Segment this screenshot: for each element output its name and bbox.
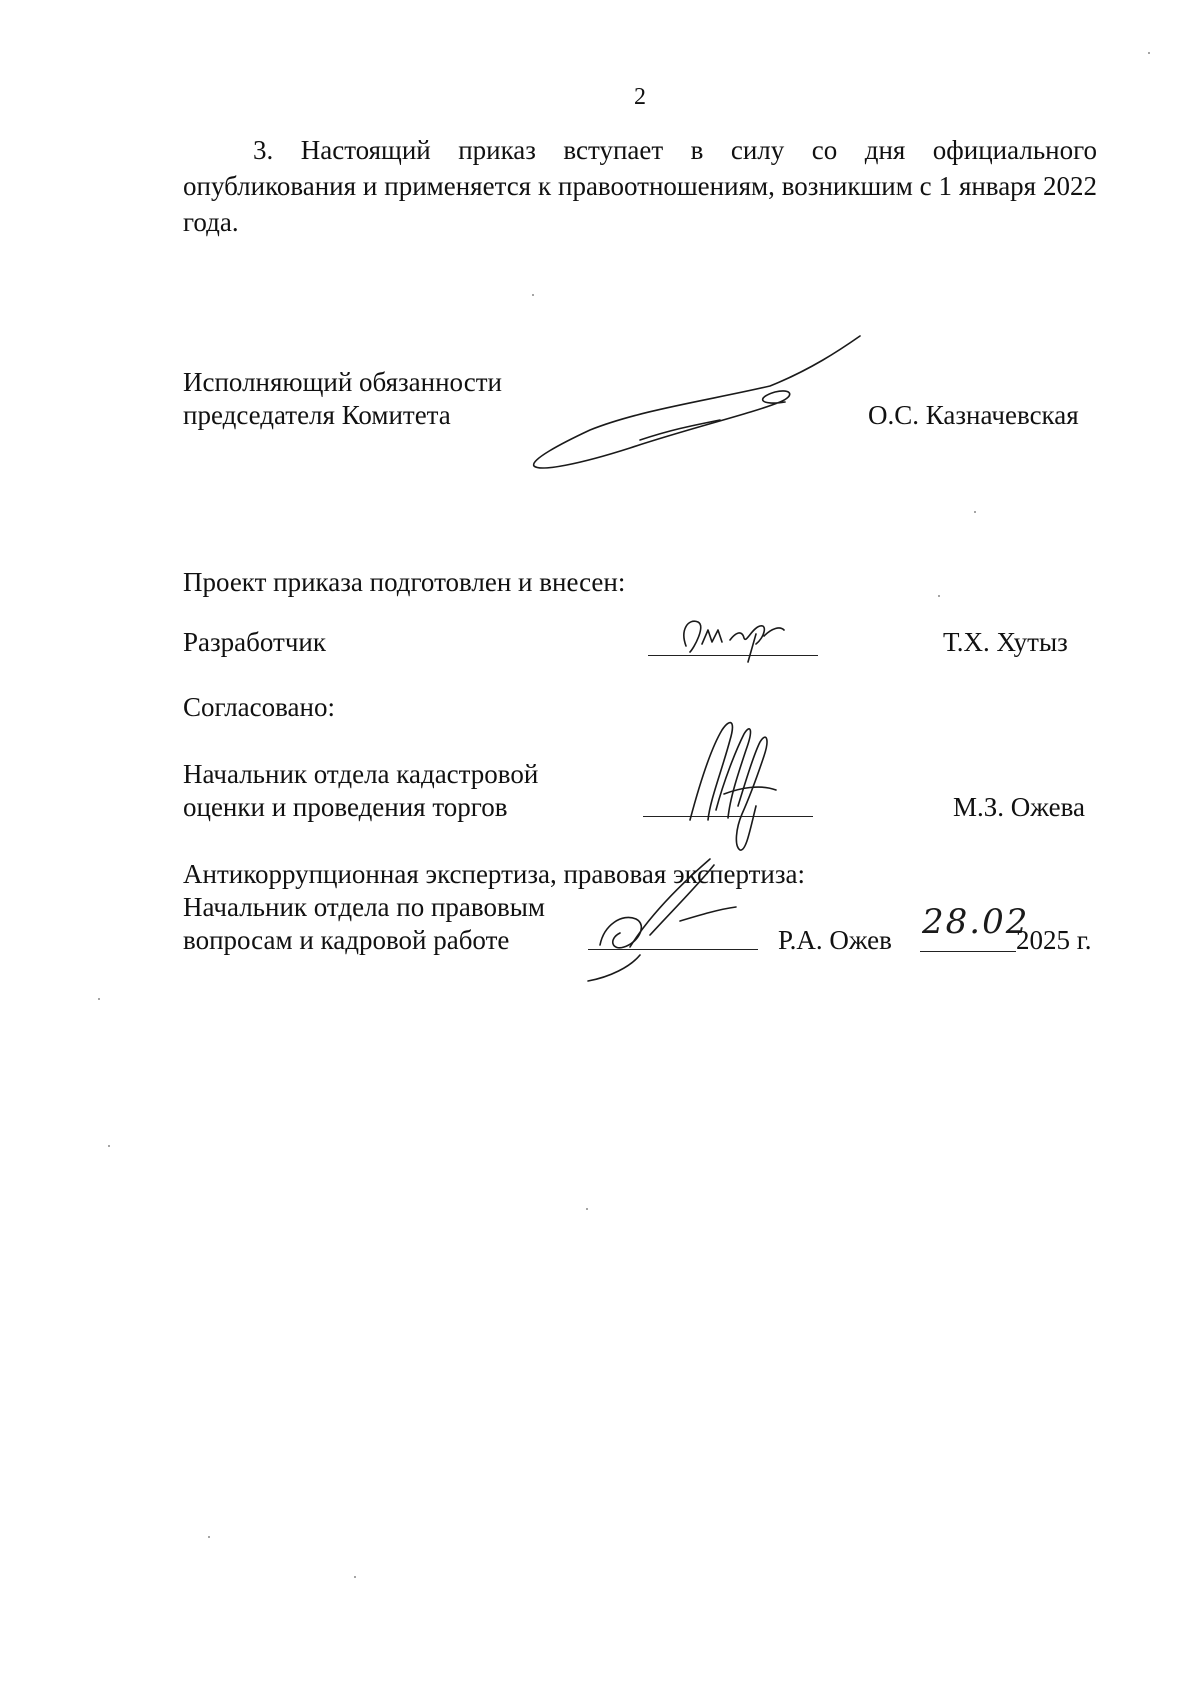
scan-speck bbox=[974, 511, 976, 513]
head-name: О.С. Казначевская bbox=[868, 400, 1079, 430]
agreed-heading: Согласовано: bbox=[183, 692, 335, 722]
scan-speck bbox=[108, 1145, 110, 1147]
agreed-role-line2: оценки и проведения торгов bbox=[183, 792, 508, 822]
expertise-role-line2: вопросам и кадровой работе bbox=[183, 925, 510, 955]
date-line bbox=[920, 951, 1016, 952]
scan-speck bbox=[586, 1208, 588, 1210]
expertise-signature-icon bbox=[580, 855, 760, 985]
scan-speck bbox=[98, 998, 100, 1000]
developer-role: Разработчик bbox=[183, 627, 326, 657]
expertise-name: Р.А. Ожев bbox=[778, 925, 892, 955]
expertise-role-line1: Начальник отдела по правовым bbox=[183, 892, 545, 922]
scan-speck bbox=[354, 1576, 356, 1578]
head-signature-icon bbox=[520, 330, 870, 470]
scan-speck bbox=[938, 595, 940, 597]
date-suffix: 2025 г. bbox=[1016, 925, 1092, 955]
prepared-heading: Проект приказа подготовлен и внесен: bbox=[183, 567, 626, 597]
date-handwritten: 28.02 bbox=[922, 902, 1030, 942]
agreed-signature-icon bbox=[680, 710, 790, 860]
head-title-line2: председателя Комитета bbox=[183, 400, 451, 430]
head-title-line1: Исполняющий обязанности bbox=[183, 367, 502, 397]
page-number: 2 bbox=[634, 84, 646, 110]
scan-speck bbox=[532, 294, 534, 296]
expertise-heading: Антикоррупционная экспертиза, правовая экспертиза: bbox=[183, 859, 806, 889]
agreed-name: М.З. Ожева bbox=[953, 792, 1085, 822]
scan-speck bbox=[1148, 52, 1150, 54]
scan-speck bbox=[208, 1536, 210, 1538]
developer-signature-icon bbox=[672, 608, 802, 668]
developer-name: Т.Х. Хутыз bbox=[943, 627, 1068, 657]
agreed-role-line1: Начальник отдела кадастровой bbox=[183, 759, 539, 789]
order-paragraph: 3. Настоящий приказ вступает в силу со дня официального опубликования и применяется к правоотношениям, возникшим с 1 января 2022 года. bbox=[183, 135, 1097, 237]
